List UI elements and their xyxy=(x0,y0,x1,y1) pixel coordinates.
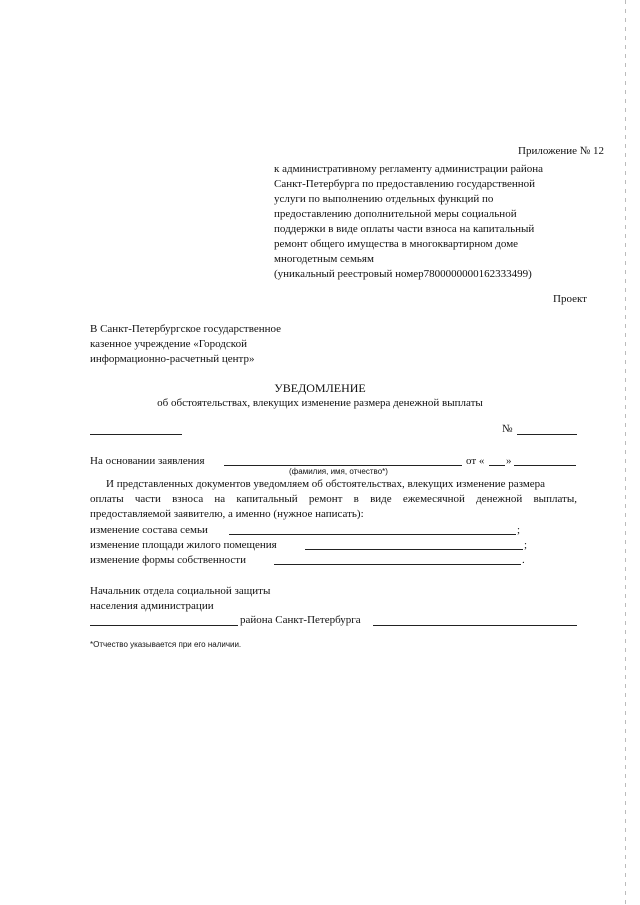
notice-title: УВЕДОМЛЕНИЕ xyxy=(274,381,366,395)
scan-edge-line xyxy=(625,0,626,905)
notice-subtitle: об обстоятельствах, влекущих изменение размера денежной выплаты xyxy=(157,397,483,409)
change-ownership-field[interactable] xyxy=(274,554,521,565)
change-area-field[interactable] xyxy=(305,539,523,550)
basis-label: На основании заявления xyxy=(90,455,205,467)
body-line-3: предоставляемой заявителю, а именно (нужное написать): xyxy=(90,508,364,520)
quote-close: » xyxy=(506,455,512,467)
signature-line-2: населения администрации xyxy=(90,600,214,612)
appendix-line-7: многодетным семьям xyxy=(274,253,374,265)
change-family-end: ; xyxy=(517,524,521,536)
district-name-field[interactable] xyxy=(90,615,238,626)
appendix-line-4: предоставлению дополнительной меры социальной xyxy=(274,208,517,220)
change-area-label: изменение площади жилого помещения xyxy=(90,539,277,551)
recipient-line-1: В Санкт-Петербургское государственное xyxy=(90,323,282,335)
number-field[interactable] xyxy=(517,424,577,435)
from-label: от « xyxy=(466,455,485,467)
name-hint: (фамилия, имя, отчество*) xyxy=(289,467,388,476)
change-ownership-end: . xyxy=(522,554,525,566)
day-field[interactable] xyxy=(489,455,505,466)
signature-district: района Санкт-Петербурга xyxy=(240,614,361,626)
change-ownership-label: изменение формы собственности xyxy=(90,554,246,566)
recipient-line-2: казенное учреждение «Городской xyxy=(90,338,247,350)
number-label: № xyxy=(502,423,513,435)
appendix-line-2: Санкт-Петербурга по предоставлению государственной xyxy=(274,178,536,190)
signature-field[interactable] xyxy=(373,615,577,626)
appendix-line-5: поддержки в виде оплаты части взноса на капитальный xyxy=(274,223,535,235)
change-area-end: ; xyxy=(524,539,528,551)
recipient-line-3: информационно-расчетный центр» xyxy=(90,353,255,365)
footnote: *Отчество указывается при его наличии. xyxy=(90,640,242,649)
date-field[interactable] xyxy=(90,424,182,435)
appendix-line-1: к административному регламенту администрации района xyxy=(274,163,543,175)
month-year-field[interactable] xyxy=(514,455,576,466)
body-line-2: оплаты части взноса на капитальный ремонт в виде ежемесячной денежной выплаты, xyxy=(90,493,577,505)
appendix-line-3: услуги по выполнению отдельных функций по xyxy=(274,193,494,205)
body-line-1: И представленных документов уведомляем об обстоятельствах, влекущих изменение размера xyxy=(106,478,546,490)
appendix-line-8: (уникальный реестровый номер7800000000162333499) xyxy=(274,268,532,280)
change-family-label: изменение состава семьи xyxy=(90,524,208,536)
appendix-number: Приложение № 12 xyxy=(518,145,605,157)
appendix-line-6: ремонт общего имущества в многоквартирном доме xyxy=(274,238,519,250)
draft-label: Проект xyxy=(553,293,587,305)
applicant-name-field[interactable] xyxy=(224,455,462,466)
signature-line-1: Начальник отдела социальной защиты xyxy=(90,585,271,597)
change-family-field[interactable] xyxy=(229,524,516,535)
